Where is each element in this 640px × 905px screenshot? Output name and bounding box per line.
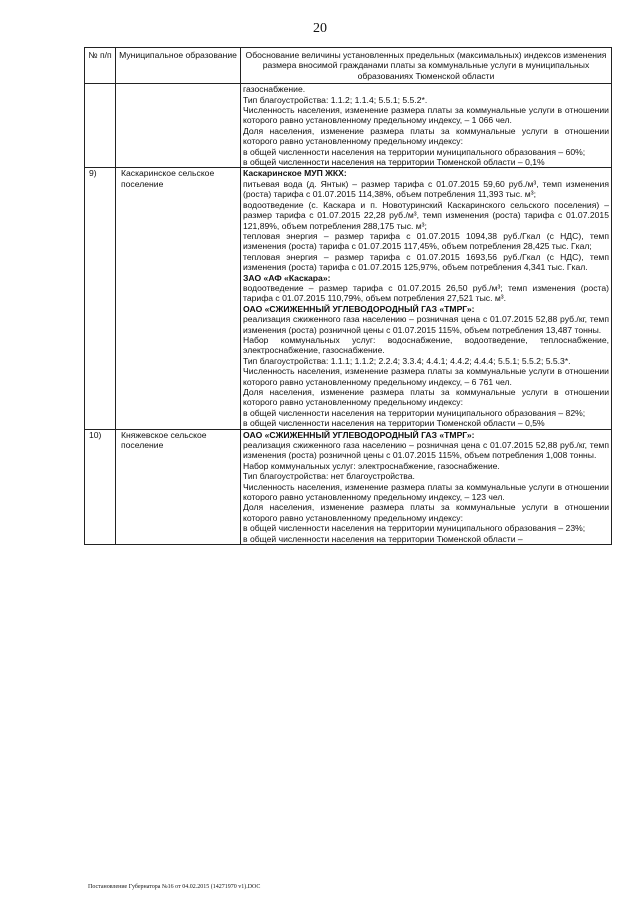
table-header-row	[85, 48, 612, 84]
organization-heading: Каскаринское МУП ЖКХ:	[243, 168, 347, 179]
document-footer: Постановление Губернатора №16 от 04.02.2015 (14271970 v1).DOC	[88, 884, 261, 890]
justification-paragraph: Численность населения, изменение размера платы за коммунальные услуги в отношении которого равно установленному предельному индексу, – 123 чел.	[243, 481, 609, 503]
header-justification: Обоснование величины установленных предельных (максимальных) индексов изменения размера вносимой гражданами платы за коммунальные услуги в муниципальных образованиях Тюменской области	[241, 48, 612, 84]
justification-paragraph: Доля населения, изменение размера платы за коммунальные услуги в отношении которого равно установленному предельному индексу:	[243, 502, 609, 523]
row-number: 10)	[85, 429, 116, 544]
justification-paragraph: водоотведение – размер тарифа с 01.07.2015 26,50 руб./м³; темп изменения (роста) тарифа с 01.07.2015 110,79%, объем потребления 27,521 тыс. м³.	[243, 282, 609, 304]
table-body	[85, 84, 612, 545]
justification-paragraph: Тип благоустройства: 1.1.1; 1.1.2; 2.2.4; 3.3.4; 4.4.1; 4.4.2; 4.4.4; 5.5.1; 5.5.2; 5.5.3*.	[243, 355, 571, 366]
row-number: 9)	[85, 168, 116, 429]
justification-cell	[241, 84, 612, 168]
justification-paragraph: в общей численности населения на территории Тюменской области – 0,5%	[243, 418, 545, 429]
table-row	[85, 84, 612, 168]
justification-paragraph: Численность населения, изменение размера платы за коммунальные услуги в отношении которого равно установленному предельному индексу, – 6 761 чел.	[243, 366, 609, 387]
justification-paragraph: в общей численности населения на территории муниципального образования – 23%;	[243, 523, 586, 534]
justification-cell	[241, 429, 612, 544]
justification-paragraph: тепловая энергия – размер тарифа с 01.07.2015 1094,38 руб./Гкал (с НДС), темп изменения (роста) тарифа с 01.07.2015 117,45%, объем потребления 28,425 тыс. Гкал;	[243, 230, 609, 252]
justification-paragraph: в общей численности населения на территории Тюменской области –	[243, 533, 523, 544]
justification-paragraph: водоотведение (с. Каскара и п. Новотуринский Каскаринского сельского поселения) – размер тарифа с 01.07.2015 22,28 руб./м³, темп изменения (роста) тарифа с 01.07.2015 121,89%, объем потребления 288,175 тыс. м³;	[243, 199, 609, 231]
justification-paragraph: питьевая вода (д. Янтык) – размер тарифа с 01.07.2015 59,60 руб./м³, темп изменения (роста) тарифа с 01.07.2015 114,38%, объем потребления 11,393 тыс. м³;	[243, 178, 609, 200]
organization-heading: ОАО «СЖИЖЕННЫЙ УГЛЕВОДОРОДНЫЙ ГАЗ «ТМРГ»:	[243, 429, 475, 440]
justification-paragraph: Тип благоустройства: 1.1.2; 1.1.4; 5.5.1; 5.5.2*.	[243, 94, 428, 105]
table-row	[85, 168, 612, 429]
organization-heading: ОАО «СЖИЖЕННЫЙ УГЛЕВОДОРОДНЫЙ ГАЗ «ТМРГ»:	[243, 303, 475, 314]
municipality-name	[116, 84, 241, 168]
municipality-name: Княжевское сельское поселение	[116, 429, 241, 544]
row-number	[85, 84, 116, 168]
justification-paragraph: в общей численности населения на территории Тюменской области – 0,1%	[243, 157, 545, 168]
header-num: № п/п	[85, 48, 116, 84]
page-number: 20	[313, 21, 327, 36]
justification-paragraph: в общей численности населения на территории муниципального образования – 82%;	[243, 407, 586, 418]
justification-paragraph: реализация сжиженного газа населению – розничная цена с 01.07.2015 52,88 руб./кг, темп изменения (роста) розничной цены с 01.07.2015 115%, объем потребления 13,487 тонны.	[243, 314, 609, 335]
justification-paragraph: Набор коммунальных услуг: водоснабжение, водоотведение, теплоснабжение, электроснабжение, газоснабжение.	[243, 334, 609, 356]
tariff-table	[84, 47, 612, 545]
justification-cell	[241, 168, 612, 429]
header-municipality: Муниципальное образование	[116, 48, 241, 84]
organization-heading: ЗАО «АФ «Каскара»:	[243, 272, 331, 283]
justification-paragraph: реализация сжиженного газа населению – розничная цена с 01.07.2015 52,88 руб./кг, темп изменения (роста) розничной цены с 01.07.2015 115%, объем потребления 1,008 тонны.	[243, 440, 609, 461]
justification-paragraph: в общей численности населения на территории муниципального образования – 60%;	[243, 146, 586, 157]
justification-paragraph: Набор коммунальных услуг: электроснабжение, газоснабжение.	[243, 460, 500, 471]
justification-paragraph: Доля населения, изменение размера платы за коммунальные услуги в отношении которого равно установленному предельному индексу:	[243, 125, 609, 147]
table-row	[85, 429, 612, 544]
justification-paragraph: газоснабжение.	[243, 84, 306, 95]
justification-paragraph: Тип благоустройства: нет благоустройства.	[243, 471, 415, 482]
municipality-name: Каскаринское сельское поселение	[116, 168, 241, 429]
justification-paragraph: Численность населения, изменение размера платы за коммунальные услуги в отношении которого равно установленному предельному индексу, – 1 066 чел.	[243, 105, 609, 126]
justification-paragraph: тепловая энергия – размер тарифа с 01.07.2015 1693,56 руб./Гкал (с НДС), темп изменения (роста) тарифа с 01.07.2015 125,97%, объем потребления 4,341 тыс. Гкал.	[243, 251, 609, 273]
justification-paragraph: Доля населения, изменение размера платы за коммунальные услуги в отношении которого равно установленному предельному индексу:	[243, 387, 609, 408]
